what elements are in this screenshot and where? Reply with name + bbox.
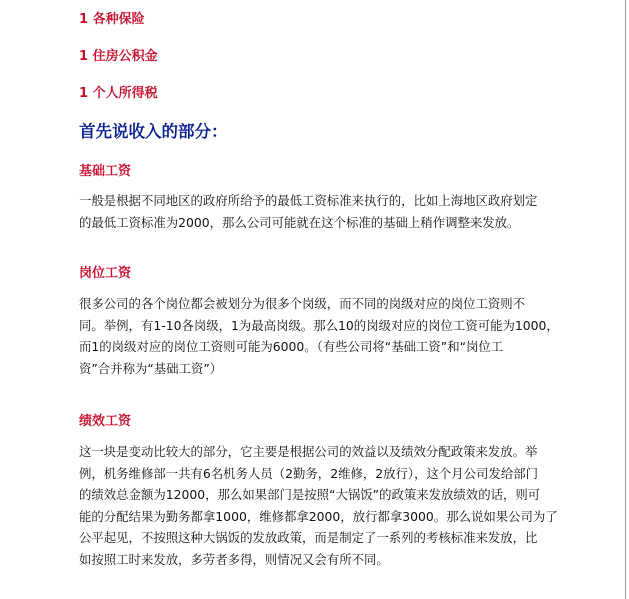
paragraph-line: 而1的岗级对应的岗位工资则可能为6000。（有些公司将“基础工资”和“岗位工	[79, 339, 504, 354]
paragraph-line: 资”合并称为“基础工资”）	[79, 360, 223, 376]
paragraph-line: 如按照工时来发放，多劳者多得，则情况又会有所不同。	[79, 551, 389, 567]
list-item-insurance: 1 各种保险	[79, 12, 145, 27]
paragraph-line: 一般是根据不同地区的政府所给予的最低工资标准来执行的，比如上海地区政府划定	[79, 193, 538, 208]
paragraph-line: 同。举例，有1-10各岗级，1为最高岗级。那么10的岗级对应的岗位工资可能为1000，	[79, 317, 559, 333]
section-title: 首先说收入的部分：	[79, 122, 228, 141]
paragraph-line: 的最低工资标准为2000，那么公司可能就在这个标准的基础上稍作调整来发放。	[79, 214, 520, 230]
paragraph-line: 能的分配结果为勤务都拿1000，维修都拿2000，放行都拿3000。那么说如果公司为了	[79, 508, 558, 524]
paragraph-line: 公平起见，不按照这种大锅饭的发放政策，而是制定了一系列的考核标准来发放，比	[79, 530, 538, 545]
paragraph-line: 很多公司的各个岗位都会被划分为很多个岗级，而不同的岗级对应的岗位工资则不	[79, 296, 526, 311]
heading-performance-salary: 绩效工资	[79, 414, 132, 429]
paragraph-performance-salary	[79, 441, 627, 570]
paragraph-line: 这一块是变动比较大的部分，它主要是根据公司的效益以及绩效分配政策来发放。举	[79, 444, 538, 459]
list-item-income-tax: 1 个人所得税	[79, 86, 158, 101]
paragraph-line: 例，机务维修部一共有6名机务人员（2勤务，2维修，2放行），这个月公司发给部门	[79, 465, 539, 481]
list-item-housing-fund: 1 住房公积金	[79, 49, 158, 64]
paragraph-position-salary	[79, 293, 627, 379]
paragraph-line: 的绩效总金额为12000，那么如果部门是按照“大锅饭”的政策来发放绩效的话，则可	[79, 487, 541, 502]
heading-base-salary: 基础工资	[79, 164, 132, 179]
heading-position-salary: 岗位工资	[79, 266, 132, 281]
paragraph-base-salary	[79, 190, 627, 233]
